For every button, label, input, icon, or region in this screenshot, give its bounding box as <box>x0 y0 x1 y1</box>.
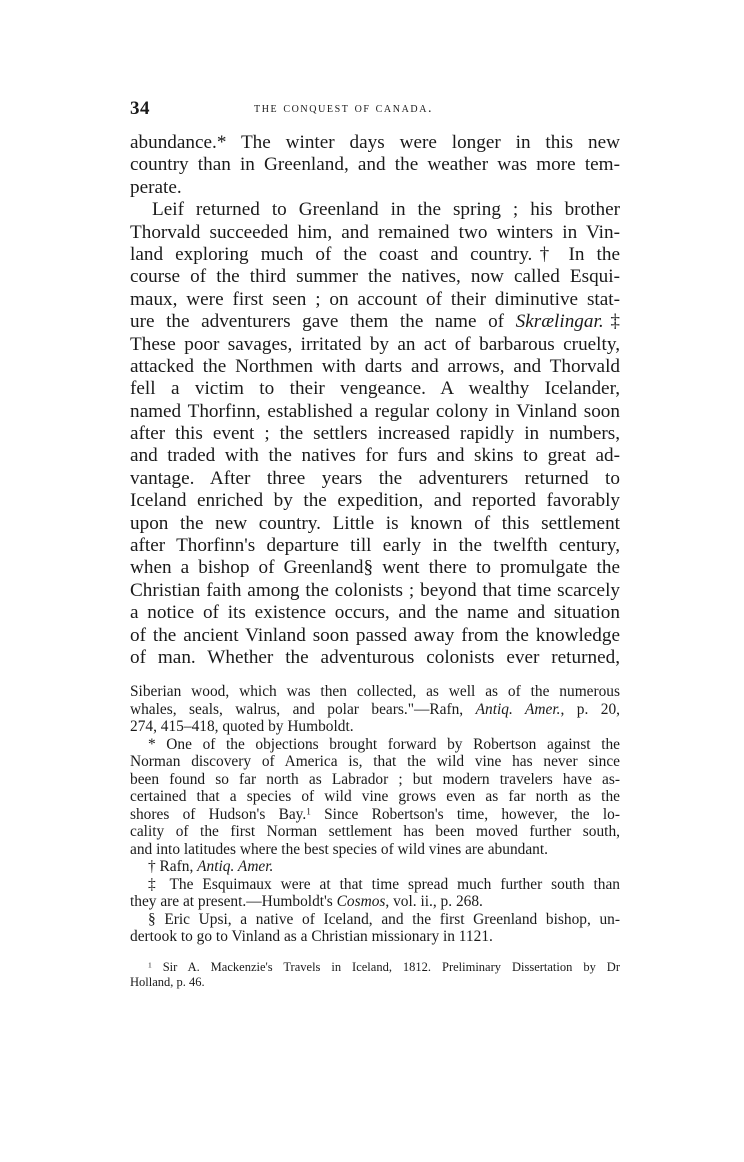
italic-citation: Antiq. Amer. <box>197 858 274 875</box>
italic-term-skraelingar: Skrælingar. <box>515 311 604 333</box>
body-line: abundance.* The winter days were longer in this new <box>130 132 620 153</box>
footnote-asterisk-line: and into latitudes where the best species of wild vines are abundant. <box>130 840 548 858</box>
body-line: after this event ; the settlers increased rapidly in numbers, <box>130 423 620 445</box>
sub-footnote <box>130 960 620 990</box>
body-line: Thorvald succeeded him, and remained two winters in Vin- <box>130 221 620 243</box>
footnote-text: they are at present.—Humboldt's <box>130 893 337 910</box>
footnote-text: , vol. ii., p. 268. <box>385 893 483 910</box>
body-line: upon the new country. Little is known of this settlement <box>130 512 620 534</box>
body-line: These poor savages, irritated by an act of barbarous cruelty, <box>130 333 620 355</box>
body-line: land exploring much of the coast and country.† In the <box>130 243 620 265</box>
footnote-text: Sir A. Mackenzie's Travels in Iceland, 1812. Preliminary Dissertation by Dr <box>151 960 620 974</box>
footnote-double-dagger-line <box>130 893 620 911</box>
footnote-text: shores of Hudson's Bay. <box>130 805 307 823</box>
body-line: Christian faith among the colonists ; beyond that time scarcely <box>130 579 620 601</box>
body-line: and traded with the natives for furs and skins to great ad- <box>130 445 620 467</box>
footnote-double-dagger-line: ‡ The Esquimaux were at that time spread much further south than <box>148 875 620 893</box>
footnotes <box>130 683 620 946</box>
body-line: maux, were first seen ; on account of their diminutive stat- <box>130 288 620 310</box>
italic-citation: Cosmos <box>336 893 386 910</box>
body-line: vantage. After three years the adventurers returned to <box>130 467 620 489</box>
page-number: 34 <box>130 98 150 119</box>
body-line: after Thorfinn's departure till early in the twelfth century, <box>130 535 620 557</box>
footnote-superscript: 1 <box>306 805 311 816</box>
running-title: the conquest of canada. <box>254 101 434 116</box>
body-line: a notice of its existence occurs, and the name and situation <box>130 602 620 624</box>
body-line: named Thorfinn, established a regular colony in Vinland soon <box>130 400 620 422</box>
footnote-text: , p. 20, <box>560 700 620 718</box>
italic-citation: Antiq. Amer. <box>475 700 561 718</box>
body-text <box>130 132 620 669</box>
body-line: fell a victim to their vengeance. A wealthy Icelander, <box>130 378 620 400</box>
body-line: when a bishop of Greenland§ went there to promulgate the <box>130 557 620 579</box>
footnote-asterisk-line: Norman discovery of America is, that the wild vine has never since <box>130 753 620 770</box>
footnote-asterisk-line: been found so far north as Labrador ; but modern travelers have as- <box>130 770 620 788</box>
footnote-asterisk-line: * One of the objections brought forward by Robertson against the <box>148 735 620 753</box>
body-line: Iceland enriched by the expedition, and reported favorably <box>130 490 620 512</box>
body-line: perate. <box>130 176 182 198</box>
body-line <box>130 311 620 333</box>
footnote-line: 274, 415–418, quoted by Humboldt. <box>130 718 354 735</box>
body-line: of the ancient Vinland soon passed away from the knowledge <box>130 624 620 646</box>
sub-footnote-line <box>130 960 620 975</box>
footnote-asterisk-line: cality of the first Norman settlement has been moved further south, <box>130 823 620 840</box>
footnote-text: Since Robertson's time, however, the lo- <box>310 805 620 823</box>
body-line-text: ure the adventurers gave them the name of <box>130 311 516 333</box>
footnote-marker-double-dagger: ‡ <box>603 311 621 333</box>
footnote-line: Siberian wood, which was then collected, as well as of the numerous <box>130 683 620 700</box>
footnote-asterisk-line <box>130 806 620 824</box>
footnote-superscript: 1 <box>148 960 152 970</box>
footnote-line <box>130 701 620 719</box>
body-line: course of the third summer the natives, now called Esqui- <box>130 266 620 288</box>
footnote-asterisk-line: certained that a species of wild vine grows even as far north as the <box>130 788 620 805</box>
sub-footnote-line: Holland, p. 46. <box>130 975 205 989</box>
body-line: country than in Greenland, and the weather was more tem- <box>130 154 620 176</box>
running-head <box>130 98 620 122</box>
body-line: attacked the Northmen with darts and arrows, and Thorvald <box>130 355 620 377</box>
body-line: Leif returned to Greenland in the spring ; his brother <box>152 199 620 221</box>
footnote-text: whales, seals, walrus, and polar bears."—Rafn, <box>130 700 476 718</box>
footnote-dagger-line <box>130 858 620 876</box>
footnote-section-line: § Eric Upsi, a native of Iceland, and the first Greenland bishop, un- <box>148 910 620 928</box>
footnote-section-line: dertook to go to Vinland as a Christian missionary in 1121. <box>130 928 493 945</box>
footnote-text: † Rafn, <box>148 858 198 875</box>
body-line: of man. Whether the adventurous colonists ever returned, <box>130 646 620 668</box>
